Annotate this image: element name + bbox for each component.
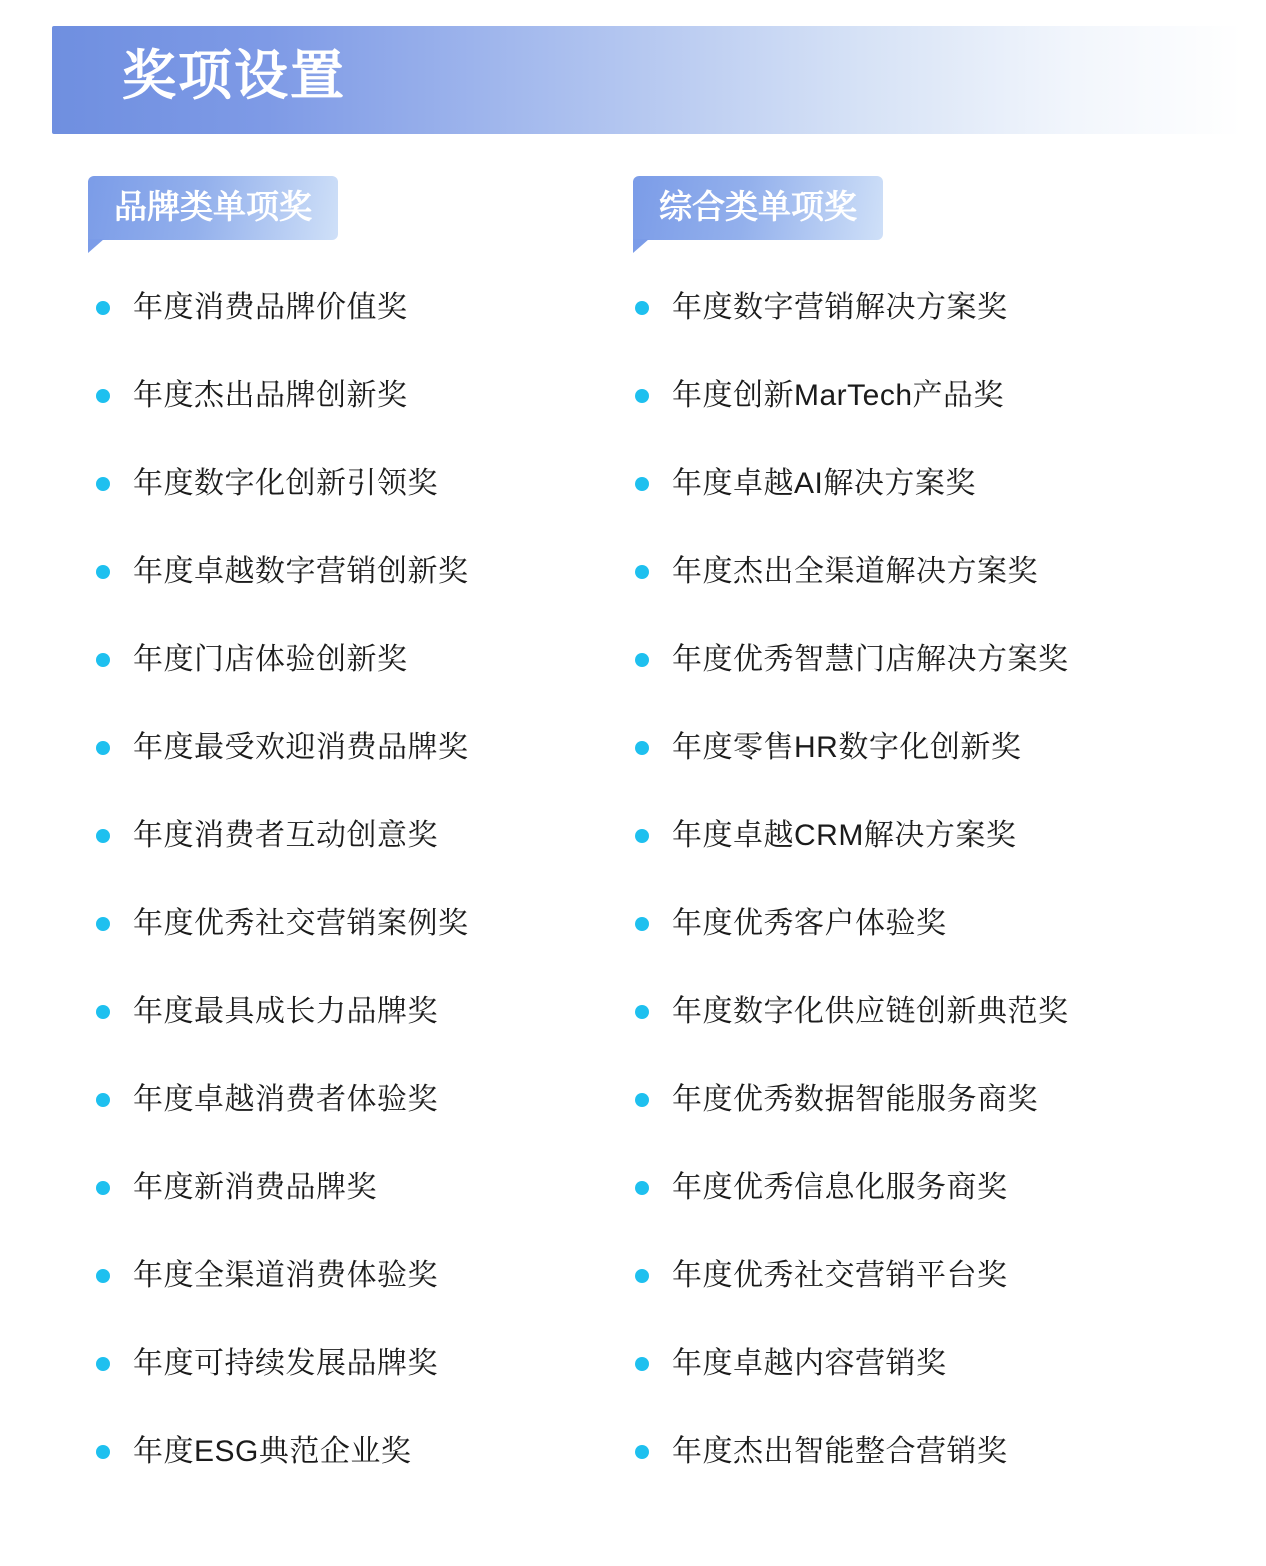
award-label: 年度全渠道消费体验奖 [133,1259,438,1292]
list-item [633,264,1193,352]
bullet-icon [635,653,649,667]
list-item [88,616,633,704]
bullet-icon [96,1181,110,1195]
bullet-icon [96,917,110,931]
list-item [88,968,633,1056]
award-label: 年度可持续发展品牌奖 [133,1347,438,1380]
bullet-icon [635,1005,649,1019]
bullet-icon [96,829,110,843]
list-item [633,1320,1193,1408]
category-tag-brand-wrap [88,176,338,240]
bullet-icon [635,741,649,755]
award-label: 年度卓越消费者体验奖 [133,1083,438,1116]
bullet-icon [635,565,649,579]
list-item [88,264,633,352]
list-item [633,1232,1193,1320]
bullet-icon [96,565,110,579]
list-item [633,880,1193,968]
category-tag-brand: 品牌类单项奖 [88,176,338,240]
award-column-comprehensive [633,176,1193,1496]
list-item [633,352,1193,440]
bullet-icon [96,741,110,755]
bullet-icon [635,301,649,315]
list-item [88,1408,633,1496]
list-item [633,440,1193,528]
award-label: 年度新消费品牌奖 [133,1171,377,1204]
bullet-icon [635,389,649,403]
category-tag-comprehensive: 综合类单项奖 [633,176,883,240]
award-label: 年度ESG典范企业奖 [133,1435,412,1468]
award-label: 年度卓越AI解决方案奖 [672,467,976,500]
award-label: 年度杰出品牌创新奖 [133,379,408,412]
award-label: 年度零售HR数字化创新奖 [672,731,1022,764]
award-list-brand [88,264,633,1496]
bullet-icon [96,1357,110,1371]
list-item [88,528,633,616]
list-item [88,352,633,440]
bullet-icon [96,653,110,667]
bullet-icon [96,1005,110,1019]
award-label: 年度最具成长力品牌奖 [133,995,438,1028]
bullet-icon [96,1093,110,1107]
bullet-icon [635,1445,649,1459]
bullet-icon [635,1269,649,1283]
award-list-comprehensive [633,264,1193,1496]
list-item [633,1408,1193,1496]
award-label: 年度优秀信息化服务商奖 [672,1171,1008,1204]
award-label: 年度杰出智能整合营销奖 [672,1435,1008,1468]
bullet-icon [635,1357,649,1371]
list-item [88,704,633,792]
award-label: 年度优秀数据智能服务商奖 [672,1083,1038,1116]
bullet-icon [96,389,110,403]
bullet-icon [96,1445,110,1459]
award-columns [0,176,1266,1496]
award-label: 年度优秀社交营销案例奖 [133,907,469,940]
award-label: 年度数字化供应链创新典范奖 [672,995,1069,1028]
list-item [88,1232,633,1320]
list-item [633,1056,1193,1144]
award-label: 年度门店体验创新奖 [133,643,408,676]
bullet-icon [96,301,110,315]
award-label: 年度最受欢迎消费品牌奖 [133,731,469,764]
bullet-icon [635,829,649,843]
award-label: 年度优秀社交营销平台奖 [672,1259,1008,1292]
award-label: 年度创新MarTech产品奖 [672,379,1005,412]
list-item [88,1056,633,1144]
list-item [633,528,1193,616]
bullet-icon [635,477,649,491]
award-label: 年度优秀智慧门店解决方案奖 [672,643,1069,676]
award-column-brand [88,176,633,1496]
award-label: 年度卓越内容营销奖 [672,1347,947,1380]
list-item [633,704,1193,792]
award-label: 年度卓越数字营销创新奖 [133,555,469,588]
list-item [88,792,633,880]
award-label: 年度数字化创新引领奖 [133,467,438,500]
award-label: 年度卓越CRM解决方案奖 [672,819,1017,852]
bullet-icon [635,917,649,931]
bullet-icon [96,477,110,491]
bullet-icon [635,1181,649,1195]
page-title: 奖项设置 [122,46,346,106]
list-item [88,1320,633,1408]
bullet-icon [96,1269,110,1283]
award-label: 年度数字营销解决方案奖 [672,291,1008,324]
award-label: 年度优秀客户体验奖 [672,907,947,940]
list-item [633,1144,1193,1232]
list-item [88,1144,633,1232]
list-item [633,616,1193,704]
award-label: 年度杰出全渠道解决方案奖 [672,555,1038,588]
category-tag-comprehensive-wrap [633,176,883,240]
list-item [88,880,633,968]
list-item [633,792,1193,880]
list-item [633,968,1193,1056]
award-label: 年度消费品牌价值奖 [133,291,408,324]
bullet-icon [635,1093,649,1107]
award-label: 年度消费者互动创意奖 [133,819,438,852]
list-item [88,440,633,528]
